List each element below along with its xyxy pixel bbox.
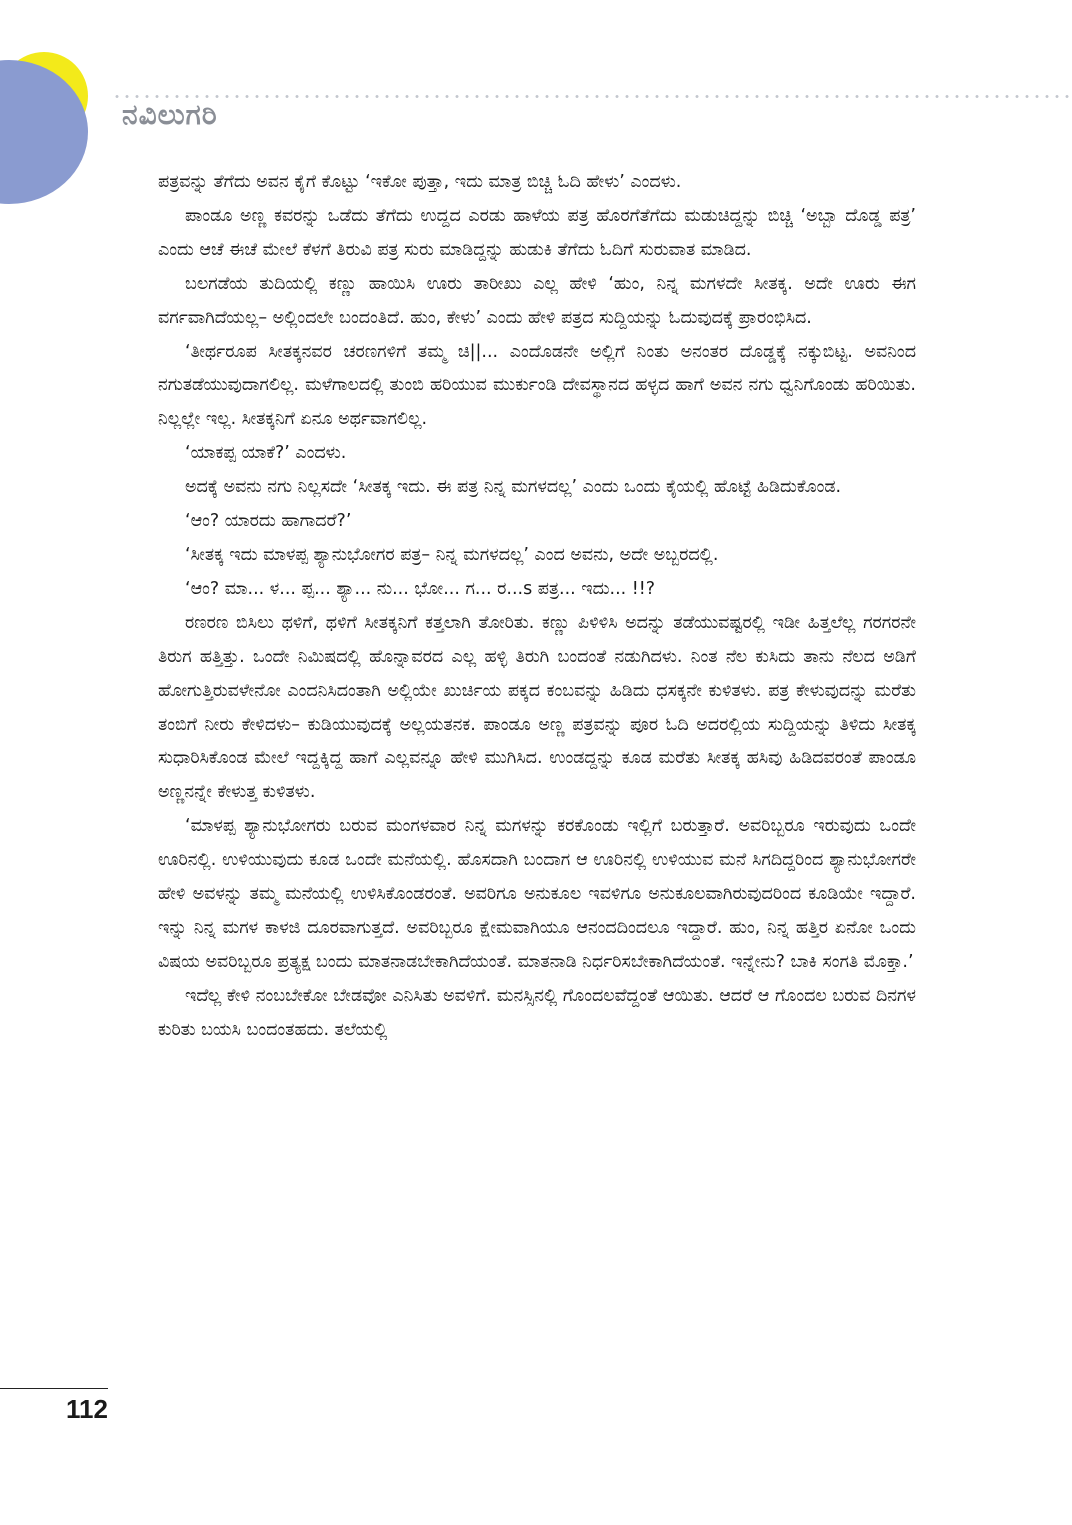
paragraph: ಅದಕ್ಕೆ ಅವನು ನಗು ನಿಲ್ಲಸದೇ ‘ಸೀತಕ್ಕ ಇದು. ಈ ಪತ್ರ ನಿನ್ನ ಮಗಳದಲ್ಲ’ ಎಂದು ಒಂದು ಕೈಯಲ್ಲಿ ಹೊಟ್ಟೆ ಹಿಡಿದುಕೊಂಡ. [185,477,842,498]
paragraph: ‘ಯಾಕಪ್ಪ ಯಾಕೆ?’ ಎಂದಳು. [185,443,347,464]
paragraph: ಬಲಗಡೆಯ ತುದಿಯಲ್ಲಿ ಕಣ್ಣು ಹಾಯಿಸಿ ಊರು ತಾರೀಖು ಎಲ್ಲ ಹೇಳಿ ‘ಹುಂ, ನಿನ್ನ ಮಗಳದೇ ಸೀತಕ್ಕ. ಅದೇ ಊರು ಈಗ ವರ್ಗವಾಗಿದೆಯಲ್ಲ– ಅಲ್ಲಿಂದಲೇ ಬಂದಂತಿದೆ. ಹುಂ, ಕೇಳು’ ಎಂದು ಹೇಳಿ ಪತ್ರದ ಸುದ್ದಿಯನ್ನು ಓದುವುದಕ್ಕೆ ಪ್ರಾರಂಭಿಸಿದ. [158,273,916,328]
paragraph: ಇದೆಲ್ಲ ಕೇಳಿ ನಂಬಬೇಕೋ ಬೇಡವೋ ಎನಿಸಿತು ಅವಳಿಗೆ. ಮನಸ್ಸಿನಲ್ಲಿ ಗೊಂದಲವೆದ್ದಂತೆ ಆಯಿತು. ಆದರೆ ಆ ಗೊಂದಲ ಬರುವ ದಿನಗಳ ಕುರಿತು ಬಯಸಿ ಬಂದಂತಹದು. ತಲೆಯಲ್ಲಿ [158,985,916,1040]
paragraph: ರಣರಣ ಬಿಸಿಲು ಥಳಿಗೆ, ಥಳಿಗೆ ಸೀತಕ್ಕನಿಗೆ ಕತ್ತಲಾಗಿ ತೋರಿತು. ಕಣ್ಣು ಪಿಳಿಳಿಸಿ ಅದನ್ನು ತಡೆಯುವಷ್ಟರಲ್ಲಿ ಇಡೀ ಹಿತ್ತಲೆಲ್ಲ ಗರಗರನೇ ತಿರುಗ ಹತ್ತಿತ್ತು. ಒಂದೇ ನಿಮಿಷದಲ್ಲಿ ಹೊನ್ನಾವರದ ಎಲ್ಲ ಹಳ್ಳಿ ತಿರುಗಿ ಬಂದಂತೆ ನಡುಗಿದಳು. ನಿಂತ ನೆಲ ಕುಸಿದು ತಾನು ನೆಲದ ಅಡಿಗೆ ಹೋಗುತ್ತಿರುವಳೇನೋ ಎಂದನಿಸಿದಂತಾಗಿ ಅಲ್ಲಿಯೇ ಖುರ್ಚಿಯ ಪಕ್ಕದ ಕಂಬವನ್ನು ಹಿಡಿದು ಧಸಕ್ಕನೇ ಕುಳಿತಳು. ಪತ್ರ ಕೇಳುವುದನ್ನು ಮರೆತು ತಂಬಿಗೆ ನೀರು ಕೇಳಿದಳು– ಕುಡಿಯುವುದಕ್ಕೆ ಅಲ್ಲಯತನಕ. ಪಾಂಡೂ ಅಣ್ಣ ಪತ್ರವನ್ನು ಪೂರ ಓದಿ ಅದರಲ್ಲಿಯ ಸುದ್ದಿಯನ್ನು ತಿಳಿದು ಸೀತಕ್ಕ ಸುಧಾರಿಸಿಕೊಂಡ ಮೇಲೆ ಇದ್ದಕ್ಕಿದ್ದ ಹಾಗೆ ಎಲ್ಲವನ್ನೂ ಹೇಳಿ ಮುಗಿಸಿದ. ಉಂಡದ್ದನ್ನು ಕೂಡ ಮರೆತು ಸೀತಕ್ಕ ಹಸಿವು ಹಿಡಿದವರಂತೆ ಪಾಂಡೂ ಅಣ್ಣನನ್ನೇ ಕೇಳುತ್ತ ಕುಳಿತಳು. [158,612,916,803]
paragraph: ‘ತೀರ್ಥರೂಪ ಸೀತಕ್ಕನವರ ಚರಣಗಳಿಗೆ ತಮ್ಮ ಚಿ||... ಎಂದೊಡನೇ ಅಲ್ಲಿಗೆ ನಿಂತು ಅನಂತರ ದೊಡ್ಡಕ್ಕೆ ನಕ್ಕುಬಿಟ್ಟ. ಅವನಿಂದ ನಗುತಡೆಯುವುದಾಗಲಿಲ್ಲ. ಮಳೆಗಾಲದಲ್ಲಿ ತುಂಬಿ ಹರಿಯುವ ಮುರ್ಕುಂಡಿ ದೇವಸ್ಥಾನದ ಹಳ್ಳದ ಹಾಗೆ ಅವನ ನಗು ಧ್ವನಿಗೊಂಡು ಹರಿಯಿತು. ನಿಲ್ಲಲ್ಲೇ ಇಲ್ಲ. ಸೀತಕ್ಕನಿಗೆ ಏನೂ ಅರ್ಥವಾಗಲಿಲ್ಲ. [158,341,916,430]
paragraph: ‘ಮಾಳಪ್ಪ ಶ್ಯಾನುಭೋಗರು ಬರುವ ಮಂಗಳವಾರ ನಿನ್ನ ಮಗಳನ್ನು ಕರಕೊಂಡು ಇಲ್ಲಿಗೆ ಬರುತ್ತಾರೆ. ಅವರಿಬ್ಬರೂ ಇರುವುದು ಒಂದೇ ಊರಿನಲ್ಲಿ. ಉಳಿಯುವುದು ಕೂಡ ಒಂದೇ ಮನೆಯಲ್ಲಿ. ಹೊಸದಾಗಿ ಬಂದಾಗ ಆ ಊರಿನಲ್ಲಿ ಉಳಿಯುವ ಮನೆ ಸಿಗದಿದ್ದರಿಂದ ಶ್ಯಾನುಭೋಗರೇ ಹೇಳಿ ಅವಳನ್ನು ತಮ್ಮ ಮನೆಯಲ್ಲಿ ಉಳಿಸಿಕೊಂಡರಂತೆ. ಅವರಿಗೂ ಅನುಕೂಲ ಇವಳಿಗೂ ಅನುಕೂಲವಾಗಿರುವುದರಿಂದ ಕೂಡಿಯೇ ಇದ್ದಾರೆ. ಇನ್ನು ನಿನ್ನ ಮಗಳ ಕಾಳಜಿ ದೂರವಾಗುತ್ತದೆ. ಅವರಿಬ್ಬರೂ ಕ್ಷೇಮವಾಗಿಯೂ ಆನಂದದಿಂದಲೂ ಇದ್ದಾರೆ. ಹುಂ, ನಿನ್ನ ಹತ್ತಿರ ಏನೋ ಒಂದು ವಿಷಯ ಅವರಿಬ್ಬರೂ ಪ್ರತ್ಯಕ್ಷ ಬಂದು ಮಾತನಾಡಬೇಕಾಗಿದೆಯಂತೆ. ಮಾತನಾಡಿ ನಿರ್ಧರಿಸಬೇಕಾಗಿದೆಯಂತೆ. ಇನ್ನೇನು? ಬಾಕಿ ಸಂಗತಿ ಮೊಕ್ತಾ.’ [158,816,916,972]
running-header-title: ನವಿಲುಗರಿ [122,98,218,131]
paragraph: ಪತ್ರವನ್ನು ತೆಗೆದು ಅವನ ಕೈಗೆ ಕೊಟ್ಟು ‘ಇಕೋ ಪುತ್ತಾ, ಇದು ಮಾತ್ರ ಬಿಚ್ಚಿ ಓದಿ ಹೇಳು’ ಎಂದಳು. [158,172,682,192]
paragraph: ‘ಆಂ? ಮಾ... ಳ... ಪ್ಪ... ಶ್ಯಾ... ನು... ಭೋ... ಗ... ರ...s ಪತ್ರ... ಇದು... !!? [185,578,656,599]
body-text [158,166,916,1048]
dotted-header-rule [112,95,1072,98]
footer-rule [0,1388,108,1389]
paragraph: ‘ಸೀತಕ್ಕ ಇದು ಮಾಳಪ್ಪ ಶ್ಯಾನುಭೋಗರ ಪತ್ರ– ನಿನ್ನ ಮಗಳದಲ್ಲ’ ಎಂದ ಅವನು, ಅದೇ ಅಬ್ಬರದಲ್ಲಿ. [185,544,719,565]
paragraph: ‘ಆಂ? ಯಾರದು ಹಾಗಾದರೆ?’ [185,511,352,532]
page-number: 112 [66,1394,108,1424]
paragraph: ಪಾಂಡೂ ಅಣ್ಣ ಕವರನ್ನು ಒಡೆದು ತೆಗೆದು ಉದ್ದದ ಎರಡು ಹಾಳೆಯ ಪತ್ರ ಹೊರಗೆತೆಗೆದು ಮಡುಚಿದ್ದನ್ನು ಬಿಚ್ಚಿ ‘ಅಬ್ಬಾ ದೊಡ್ಡ ಪತ್ರ’ ಎಂದು ಆಚೆ ಈಚೆ ಮೇಲೆ ಕೆಳಗೆ ತಿರುವಿ ಪತ್ರ ಸುರು ಮಾಡಿದ್ದನ್ನು ಹುಡುಕಿ ತೆಗೆದು ಓದಿಗೆ ಸುರುವಾತ ಮಾಡಿದ. [158,205,916,260]
